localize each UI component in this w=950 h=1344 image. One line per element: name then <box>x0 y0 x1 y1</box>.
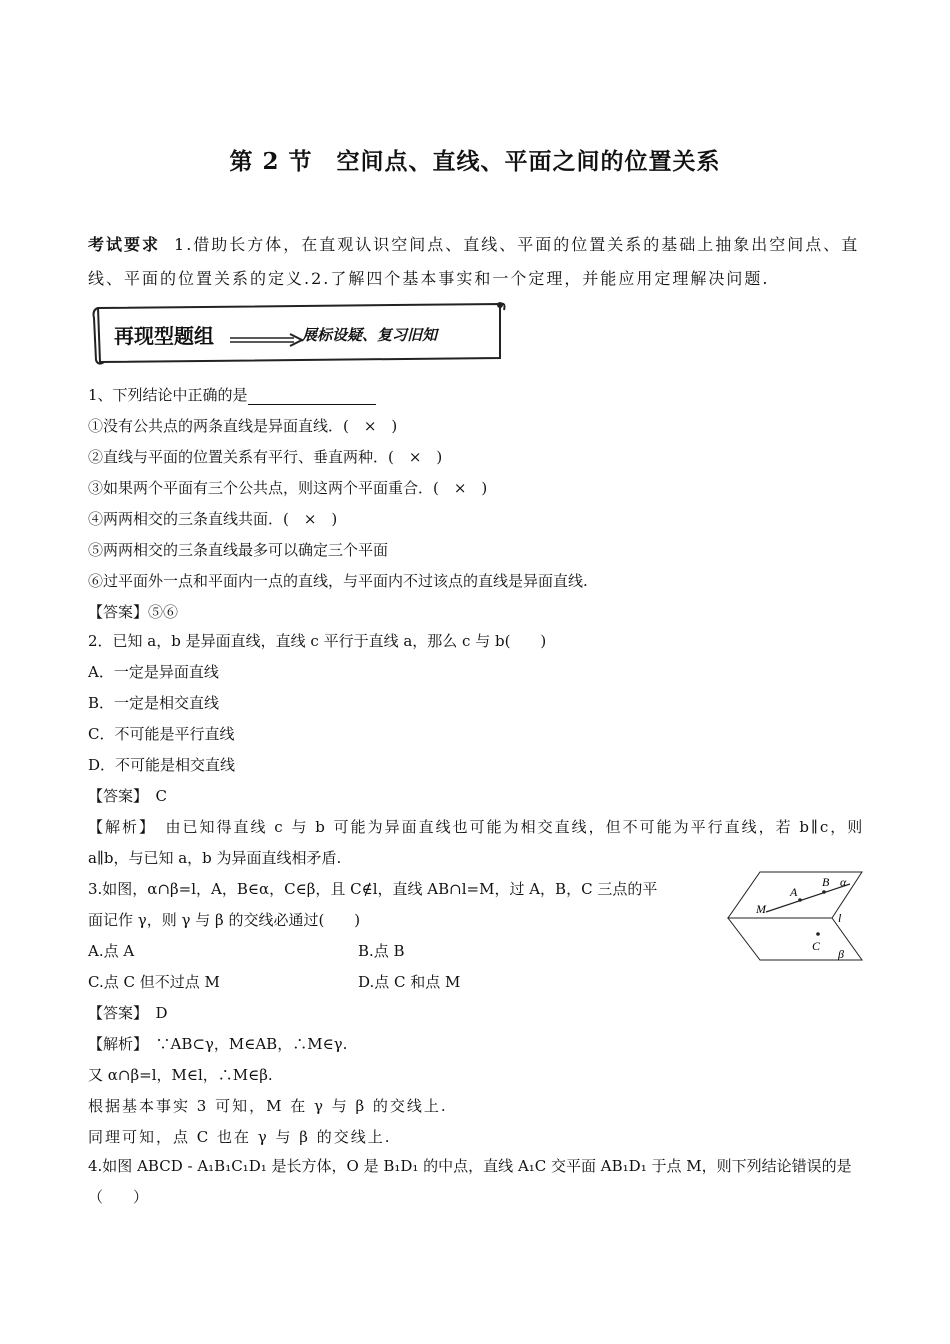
q3-stem-cont: 面记作 γ，则 γ 与 β 的交线必通过( ) <box>88 911 361 929</box>
q1-item: ⑤两两相交的三条直线最多可以确定三个平面 <box>88 541 389 559</box>
q1-stem-row <box>88 384 376 405</box>
q1-answer: 【答案】⑤⑥ <box>88 603 179 621</box>
q2-stem: 2．已知 a，b 是异面直线，直线 c 平行于直线 a，那么 c 与 b( ) <box>88 632 547 650</box>
section-banner <box>90 298 506 366</box>
planes-figure <box>726 868 866 964</box>
q2-option: D．不可能是相交直线 <box>88 756 236 774</box>
q2-option: C．不可能是平行直线 <box>88 725 235 743</box>
exam-requirements <box>88 228 863 296</box>
q1-item: ①没有公共点的两条直线是异面直线．( × ) <box>88 417 398 435</box>
q3-answer: 【答案】 D <box>88 1004 168 1022</box>
answer-blank <box>248 389 376 405</box>
q4-stem: 4.如图 ABCD - A₁B₁C₁D₁ 是长方体，O 是 B₁D₁ 的中点，直线 A₁C 交平面 AB₁D₁ 于点 M，则下列结论错误的是 <box>88 1157 852 1175</box>
label-alpha: α <box>840 875 847 889</box>
label-B: B <box>822 875 830 889</box>
q2-analysis: 【解析】 由已知得直线 c 与 b 可能为异面直线也可能为相交直线，但不可能为平行直线，若 b∥c，则 <box>88 818 865 836</box>
label-A: A <box>790 885 798 899</box>
label-l: l <box>838 911 842 925</box>
q3-analysis: 根据基本事实 3 可知，M 在 γ 与 β 的交线上. <box>88 1097 448 1115</box>
q2-answer: 【答案】 C <box>88 787 167 805</box>
banner-label: 再现型题组 <box>114 324 214 348</box>
q3-option-c: C.点 C 但不过点 M <box>88 973 220 991</box>
q3-analysis: 【解析】 ∵AB⊂γ，M∈AB，∴M∈γ. <box>88 1035 348 1053</box>
q2-option: B．一定是相交直线 <box>88 694 220 712</box>
q2-analysis-cont: a∥b，与已知 a，b 为异面直线相矛盾. <box>88 849 342 867</box>
q3-option-a: A.点 A <box>88 942 135 960</box>
q2-option: A．一定是异面直线 <box>88 663 219 681</box>
requirements-label: 考试要求 <box>88 235 161 254</box>
q1-item: ③如果两个平面有三个公共点，则这两个平面重合．( × ) <box>88 479 488 497</box>
q1-item: ⑥过平面外一点和平面内一点的直线，与平面内不过该点的直线是异面直线. <box>88 572 588 590</box>
q3-stem: 3.如图，α∩β=l，A，B∈α，C∈β，且 C∉l，直线 AB∩l=M，过 A，B，C 三点的平 <box>88 880 658 898</box>
label-C: C <box>812 939 821 953</box>
label-beta: β <box>838 947 844 961</box>
q3-analysis: 同理可知，点 C 也在 γ 与 β 的交线上. <box>88 1128 392 1146</box>
q1-item: ②直线与平面的位置关系有平行、垂直两种．( × ) <box>88 448 443 466</box>
requirements-text: 1.借助长方体，在直观认识空间点、直线、平面的位置关系的基础上抽象出空间点、直线、平面的位置关系的定义.2.了解四个基本事实和一个定理，并能应用定理解决问题. <box>88 235 860 288</box>
q4-paren: （ ） <box>88 1188 149 1206</box>
label-M: M <box>756 902 766 916</box>
q1-stem: 1、下列结论中正确的是 <box>88 386 248 404</box>
q3-analysis: 又 α∩β=l，M∈l，∴M∈β. <box>88 1066 273 1084</box>
section-title: 第 2 节 空间点、直线、平面之间的位置关系 <box>229 148 721 175</box>
q1-item: ④两两相交的三条直线共面．( × ) <box>88 510 338 528</box>
q3-option-b: B.点 B <box>358 942 405 960</box>
q3-option-d: D.点 C 和点 M <box>358 973 461 991</box>
banner-subtitle: 展标设疑、复习旧知 <box>302 326 438 344</box>
